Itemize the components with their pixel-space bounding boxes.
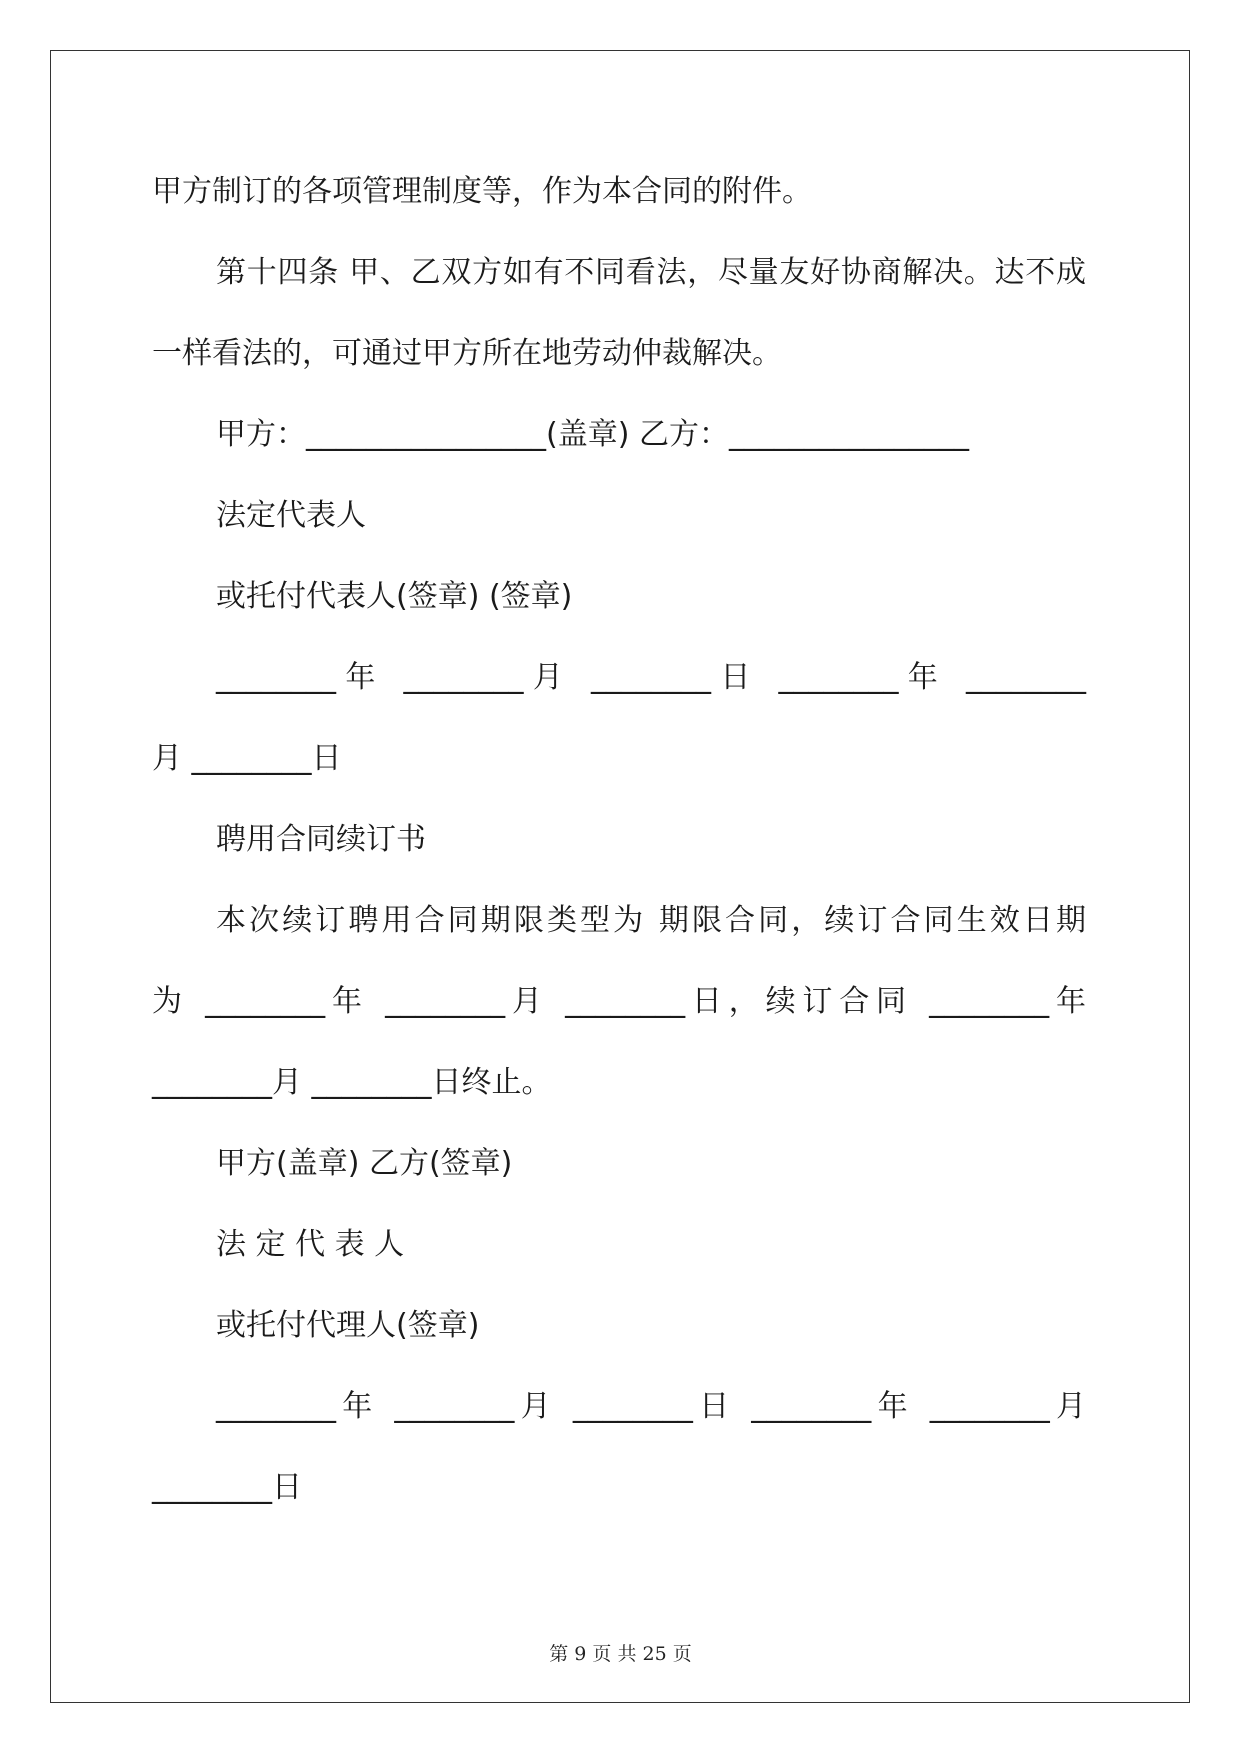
signature-parties-line: 甲方：________________(盖章) 乙方：________________ [216, 417, 969, 452]
renewal-title: 聘用合同续订书 [216, 822, 426, 857]
date-line-1-cont: 月 ________日 [152, 741, 342, 776]
renewal-line-3: ________月 ________日终止。 [152, 1065, 552, 1100]
renewal-date-line-cont: ________日 [152, 1470, 302, 1505]
renewal-parties-line: 甲方(盖章) 乙方(签章) [216, 1146, 513, 1181]
renewal-date-line: ________年 ________月 ________日 ________年 ________月 [216, 1389, 1086, 1424]
paragraph-line-1: 甲方制订的各项管理制度等，作为本合同的附件。 [152, 174, 812, 209]
renewal-line-2: 为 ________年 ________月 ________日，续订合同 ________年 [152, 984, 1086, 1019]
renewal-line-1: 本次续订聘用合同期限类型为 期限合同，续订合同生效日期 [216, 903, 1086, 938]
page-border [50, 50, 1190, 1703]
paragraph-line-3: 一样看法的，可通过甲方所在地劳动仲裁解决。 [152, 336, 782, 371]
legal-representative-label: 法定代表人 [216, 498, 366, 533]
page-footer: 第 9 页 共 25 页 [549, 1643, 692, 1665]
authorized-representative-label: 或托付代表人(签章) (签章) [216, 579, 573, 614]
renewal-authorized-agent-label: 或托付代理人(签章) [216, 1308, 480, 1343]
date-line-1: ________年 ________月 ________日 ________年 ________ [216, 660, 1086, 695]
paragraph-line-2: 第十四条 甲、乙双方如有不同看法，尽量友好协商解决。达不成 [216, 255, 1086, 290]
renewal-legal-representative-label: 法 定 代 表 人 [216, 1227, 405, 1262]
